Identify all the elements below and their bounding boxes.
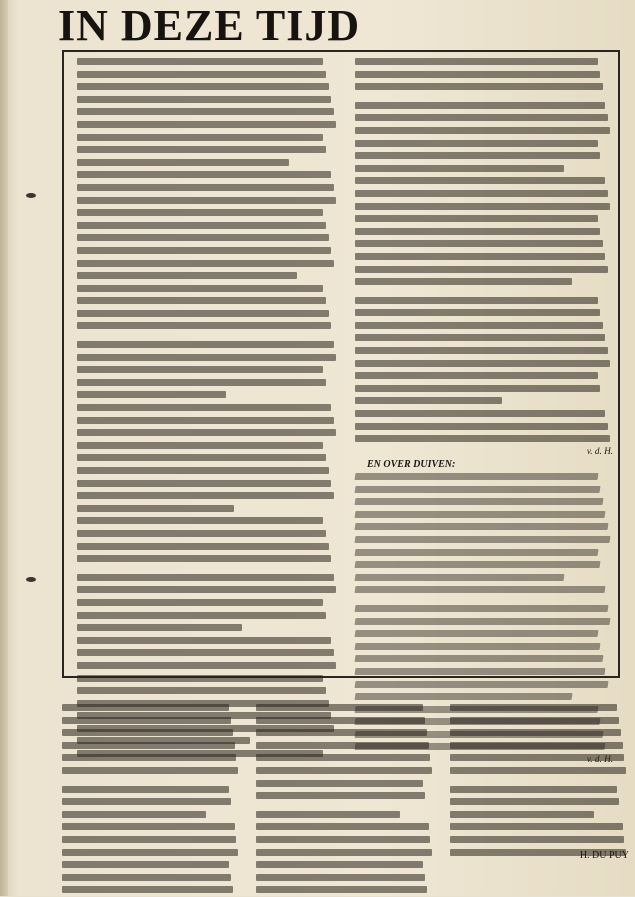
text-line-placeholder xyxy=(77,209,339,220)
text-line-placeholder xyxy=(355,668,613,679)
paragraph-gap xyxy=(355,289,613,295)
text-line-placeholder xyxy=(355,347,613,358)
text-line-placeholder xyxy=(355,655,613,666)
text-line-placeholder xyxy=(256,874,434,885)
text-line-placeholder xyxy=(77,662,339,673)
text-line-placeholder xyxy=(355,83,613,94)
text-line-placeholder xyxy=(450,811,628,822)
text-line-placeholder xyxy=(62,861,240,872)
text-line-placeholder xyxy=(77,586,339,597)
text-line-placeholder xyxy=(256,729,434,740)
text-line-placeholder xyxy=(77,404,339,415)
text-line-placeholder xyxy=(450,767,628,778)
text-line-placeholder xyxy=(77,429,339,440)
text-line-placeholder xyxy=(77,649,339,660)
text-line-placeholder xyxy=(62,729,240,740)
text-line-placeholder xyxy=(355,511,613,522)
text-line-placeholder xyxy=(355,549,613,560)
text-line-placeholder xyxy=(256,861,434,872)
paragraph-gap xyxy=(355,597,613,603)
text-line-placeholder xyxy=(77,96,339,107)
text-line-placeholder xyxy=(355,385,613,396)
bottom-column-2 xyxy=(256,702,434,872)
text-line-placeholder xyxy=(355,114,613,125)
text-line-placeholder xyxy=(77,517,339,528)
text-line-placeholder xyxy=(77,391,339,402)
text-line-placeholder xyxy=(77,134,339,145)
punch-hole xyxy=(26,577,36,582)
paragraph-gap xyxy=(77,566,339,572)
text-line-placeholder xyxy=(450,823,628,834)
text-line-placeholder xyxy=(77,197,339,208)
article-column-left xyxy=(77,56,339,672)
text-line-placeholder xyxy=(355,561,613,572)
text-line-placeholder xyxy=(256,717,434,728)
text-line-placeholder xyxy=(77,184,339,195)
text-line-placeholder xyxy=(62,798,240,809)
text-line-placeholder xyxy=(450,729,628,740)
article-column-right xyxy=(355,56,613,672)
text-line-placeholder xyxy=(355,309,613,320)
paragraph-gap xyxy=(450,778,628,784)
signature: v. d. H. xyxy=(586,445,613,456)
text-line-placeholder xyxy=(355,410,613,421)
text-line-placeholder xyxy=(77,354,339,365)
text-line-placeholder xyxy=(355,681,613,692)
text-line-placeholder xyxy=(450,836,628,847)
text-line-placeholder xyxy=(77,159,339,170)
page-headline: IN DEZE TIJD xyxy=(58,1,361,50)
text-line-placeholder xyxy=(355,228,613,239)
text-line-placeholder xyxy=(355,127,613,138)
box-title: EN OVER DUIVEN: xyxy=(367,459,456,471)
text-line-placeholder xyxy=(77,505,339,516)
text-line-placeholder xyxy=(256,823,434,834)
text-line-placeholder xyxy=(355,586,613,597)
text-line-placeholder xyxy=(256,886,434,897)
paragraph-gap xyxy=(77,333,339,339)
text-line-placeholder xyxy=(77,272,339,283)
text-line-placeholder xyxy=(355,215,613,226)
text-line-placeholder xyxy=(62,767,240,778)
text-line-placeholder xyxy=(355,605,613,616)
text-line-placeholder xyxy=(77,285,339,296)
text-line-placeholder xyxy=(355,152,613,163)
text-line-placeholder xyxy=(256,704,434,715)
text-line-placeholder xyxy=(77,574,339,585)
text-line-placeholder xyxy=(355,360,613,371)
text-line-placeholder xyxy=(355,334,613,345)
text-line-placeholder xyxy=(77,454,339,465)
text-line-placeholder xyxy=(355,203,613,214)
text-line-placeholder xyxy=(77,310,339,321)
text-line-placeholder xyxy=(256,792,434,803)
text-line-placeholder xyxy=(62,849,240,860)
text-line-placeholder xyxy=(256,780,434,791)
text-line-placeholder xyxy=(355,177,613,188)
text-line-placeholder xyxy=(355,618,613,629)
punch-hole xyxy=(26,193,36,198)
text-line-placeholder xyxy=(62,742,240,753)
text-line-placeholder xyxy=(77,146,339,157)
text-line-placeholder xyxy=(355,58,613,69)
text-line-placeholder xyxy=(355,102,613,113)
text-line-placeholder xyxy=(355,71,613,82)
text-line-placeholder xyxy=(77,341,339,352)
bottom-column-1 xyxy=(62,702,240,872)
text-line-placeholder xyxy=(355,423,613,434)
text-line-placeholder xyxy=(355,240,613,251)
text-line-placeholder xyxy=(77,417,339,428)
text-line-placeholder xyxy=(355,536,613,547)
text-line-placeholder xyxy=(77,58,339,69)
text-line-placeholder xyxy=(77,83,339,94)
signature: H. DU PUY xyxy=(579,850,629,861)
text-line-placeholder xyxy=(77,171,339,182)
text-line-placeholder xyxy=(355,297,613,308)
bottom-column-3 xyxy=(450,702,628,872)
text-line-placeholder xyxy=(355,278,613,289)
text-line-placeholder xyxy=(62,704,240,715)
text-line-placeholder xyxy=(256,754,434,765)
text-line-placeholder xyxy=(355,574,613,585)
text-line-placeholder xyxy=(62,874,240,885)
text-line-placeholder xyxy=(450,704,628,715)
text-line-placeholder xyxy=(77,687,339,698)
paragraph-gap xyxy=(62,778,240,784)
text-line-placeholder xyxy=(450,786,628,797)
text-line-placeholder xyxy=(256,742,434,753)
text-line-placeholder xyxy=(355,165,613,176)
text-line-placeholder xyxy=(77,675,339,686)
text-line-placeholder xyxy=(355,523,613,534)
text-line-placeholder xyxy=(77,492,339,503)
text-line-placeholder xyxy=(355,435,613,446)
text-line-placeholder xyxy=(355,253,613,264)
text-line-placeholder xyxy=(355,473,613,484)
text-line-placeholder xyxy=(355,266,613,277)
text-line-placeholder xyxy=(450,754,628,765)
text-line-placeholder xyxy=(62,811,240,822)
text-line-placeholder xyxy=(77,247,339,258)
text-line-placeholder xyxy=(355,630,613,641)
text-line-placeholder xyxy=(77,222,339,233)
text-line-placeholder xyxy=(77,121,339,132)
paragraph-gap xyxy=(256,803,434,809)
text-line-placeholder xyxy=(256,767,434,778)
text-line-placeholder xyxy=(77,637,339,648)
text-line-placeholder xyxy=(256,811,434,822)
text-line-placeholder xyxy=(62,836,240,847)
text-line-placeholder xyxy=(77,612,339,623)
text-line-placeholder xyxy=(355,486,613,497)
text-line-placeholder xyxy=(450,717,628,728)
text-line-placeholder xyxy=(77,366,339,377)
text-line-placeholder xyxy=(256,849,434,860)
text-line-placeholder xyxy=(77,297,339,308)
text-line-placeholder xyxy=(62,886,240,897)
text-line-placeholder xyxy=(77,480,339,491)
text-line-placeholder xyxy=(355,322,613,333)
text-line-placeholder xyxy=(256,836,434,847)
text-line-placeholder xyxy=(355,643,613,654)
text-line-placeholder xyxy=(77,530,339,541)
text-line-placeholder xyxy=(77,260,339,271)
text-line-placeholder xyxy=(77,599,339,610)
text-line-placeholder xyxy=(355,397,613,408)
text-line-placeholder xyxy=(77,379,339,390)
text-line-placeholder xyxy=(77,467,339,478)
text-line-placeholder xyxy=(77,234,339,245)
text-line-placeholder xyxy=(62,717,240,728)
text-line-placeholder xyxy=(62,786,240,797)
text-line-placeholder xyxy=(77,322,339,333)
text-line-placeholder xyxy=(355,372,613,383)
text-line-placeholder xyxy=(355,140,613,151)
text-line-placeholder xyxy=(77,624,339,635)
paragraph-gap xyxy=(355,94,613,100)
text-line-placeholder xyxy=(450,742,628,753)
text-line-placeholder xyxy=(355,498,613,509)
text-line-placeholder xyxy=(62,823,240,834)
text-line-placeholder xyxy=(77,71,339,82)
text-line-placeholder xyxy=(450,798,628,809)
text-line-placeholder xyxy=(77,108,339,119)
text-line-placeholder xyxy=(77,543,339,554)
text-line-placeholder xyxy=(77,555,339,566)
text-line-placeholder xyxy=(77,442,339,453)
text-line-placeholder xyxy=(62,754,240,765)
text-line-placeholder xyxy=(355,190,613,201)
page-edge xyxy=(0,0,8,896)
